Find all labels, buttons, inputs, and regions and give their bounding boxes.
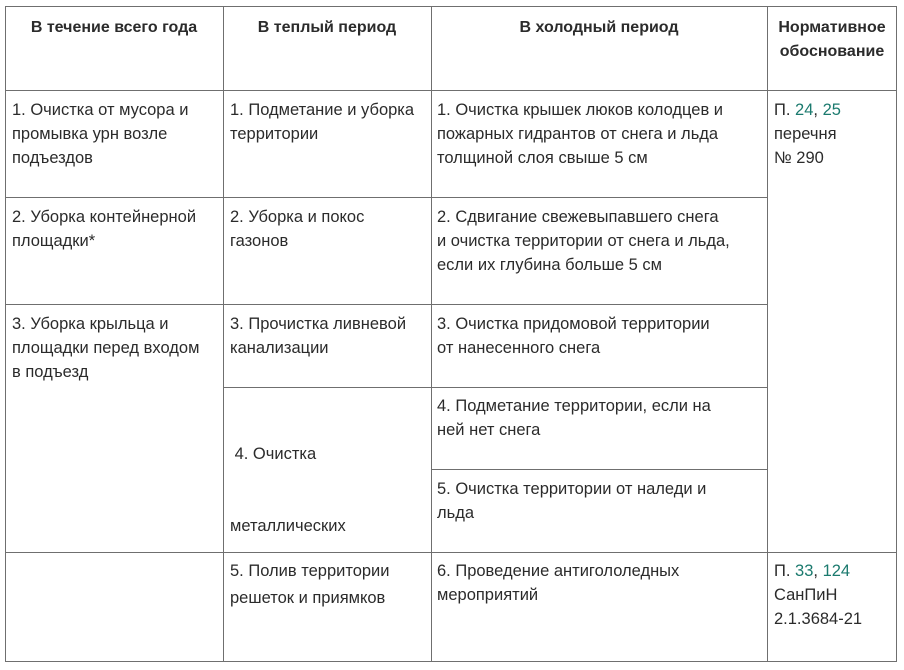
cell-text: 5. Очистка территории от наледи и [437,480,707,498]
cell-text: пожарных гидрантов от снега и льда [437,125,719,143]
reference-link[interactable]: 24 [795,101,814,119]
cell-text: П. [774,562,796,580]
cell-text: перечня [774,125,837,143]
cell-text: № 290 [774,149,824,167]
cell-text: канализации [230,339,329,357]
table-border [5,6,6,662]
cell-text: толщиной слоя свыше 5 см [437,149,648,167]
cell-text: 2.1.3684-21 [774,610,863,628]
header-label: обоснование [779,43,885,60]
cell-text: , [813,562,823,580]
cell-text: решеток и приямков [230,589,386,607]
warm-item [230,559,390,583]
header-cold [431,16,767,40]
cell-text: 2. Уборка и покос [230,208,365,226]
header-label: Нормативное [778,19,886,36]
cell-text: 6. Проведение антигололедных [437,562,680,580]
cell-text: если их глубина больше 5 см [437,256,663,274]
cell-text: 5. Полив территории [230,562,390,580]
cell-text: металлических [230,517,346,535]
table-border [5,661,897,662]
cell-text: 3. Прочистка ливневой [230,315,407,333]
cell-text: 2. Сдвигание свежевыпавшего снега [437,208,719,226]
cell-text: 1. Очистка крышек люков колодцев и [437,101,724,119]
table-border [5,90,897,91]
warm-item [230,98,414,146]
table-border [431,469,768,470]
reference-link[interactable]: 124 [822,562,851,580]
cell-text: промывка урн возле [12,125,168,143]
cell-text: 3. Уборка крыльца и [12,315,169,333]
year-round-item [12,98,188,170]
cold-item [437,312,710,360]
reference-link[interactable]: 33 [795,562,814,580]
cell-text: 2. Уборка контейнерной [12,208,197,226]
cell-text: 4. Подметание территории, если на [437,397,711,415]
table-border [5,552,897,553]
cell-text: П. [774,101,796,119]
cell-text: и очистка территории от снега и льда, [437,232,730,250]
basis-reference [774,559,862,631]
cell-text: от нанесенного снега [437,339,601,357]
header-label: В холодный период [519,19,679,36]
basis-reference [774,98,841,170]
cell-text: мероприятий [437,586,539,604]
table-border [431,6,432,662]
cell-text: площадки* [12,232,96,250]
header-label: В теплый период [257,19,397,36]
table-border [5,6,897,7]
table-border [5,304,768,305]
cell-text: льда [437,504,475,522]
cell-text: 4. Очистка [230,445,317,463]
cell-text: 1. Подметание и уборка [230,101,415,119]
cold-item [437,98,723,170]
warm-item [230,394,385,658]
basis-points [774,559,862,583]
cell-text: 1. Очистка от мусора и [12,101,189,119]
cell-text: СанПиН [774,586,838,604]
table-border [5,197,768,198]
warm-item [230,312,406,360]
header-label: В течение всего года [30,19,198,36]
header-basis [767,16,897,64]
cell-text: подъездов [12,149,93,167]
cell-text: , [813,101,823,119]
cold-item [437,394,711,442]
table-border [223,6,224,662]
reference-link[interactable]: 25 [822,101,841,119]
cell-text: 3. Очистка придомовой территории [437,315,710,333]
cold-item [437,205,730,277]
cell-text: в подъезд [12,363,89,381]
cell-text: газонов [230,232,289,250]
table-border [223,387,768,388]
maintenance-schedule-table [5,6,897,662]
cold-item [437,559,679,607]
year-round-item [12,205,196,253]
cell-text: территории [230,125,319,143]
year-round-item [12,312,199,384]
header-year-round [5,16,223,40]
cell-text: площадки перед входом [12,339,200,357]
table-border [896,6,897,662]
cold-item [437,477,706,525]
warm-item [230,205,364,253]
basis-points [774,98,841,122]
table-border [767,6,768,662]
cell-text: ней нет снега [437,421,541,439]
header-warm [223,16,431,40]
